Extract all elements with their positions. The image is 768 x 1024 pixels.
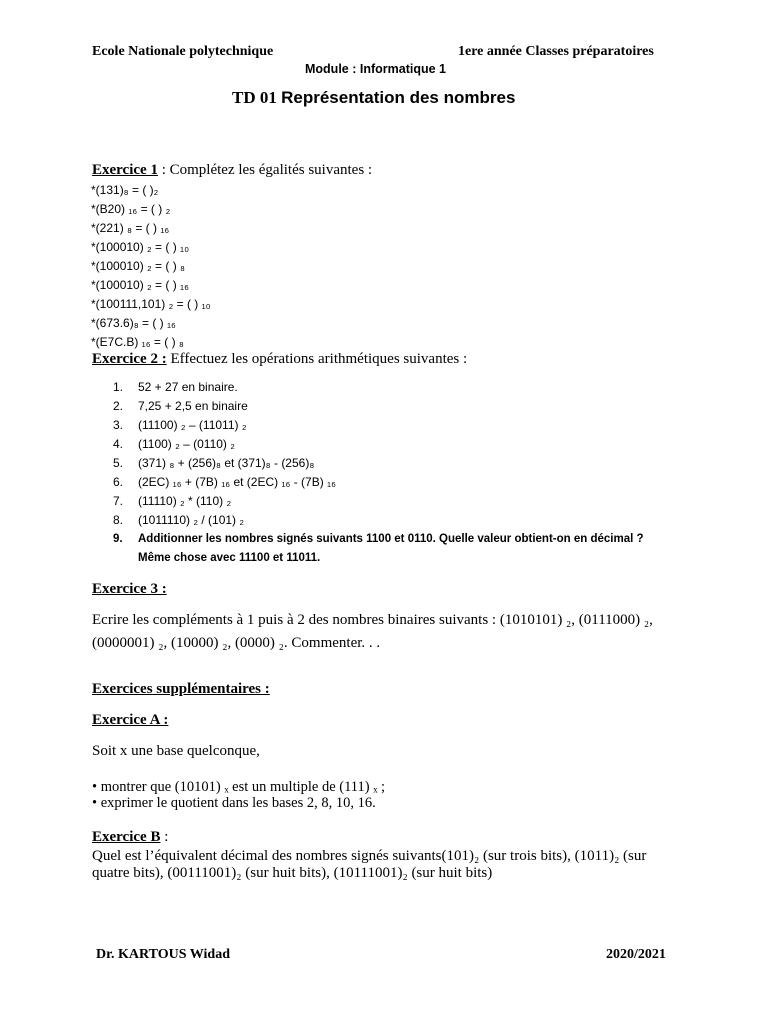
footer-year: 2020/2021 — [606, 947, 666, 962]
operation-item — [113, 492, 644, 511]
equality-item: *(100111,101) ₂ = ( ) ₁₀ — [91, 297, 211, 311]
title-td: TD 01 — [232, 88, 277, 107]
operation-item — [113, 454, 644, 473]
equality-item: *(221) ₈ = ( ) ₁₆ — [91, 221, 170, 235]
exercice-3-line-2: (0000001) ₂, (10000) ₂, (0000) ₂. Commenter. . . — [92, 635, 381, 651]
operation-item — [113, 378, 644, 397]
footer-author: Dr. KARTOUS Widad — [96, 947, 230, 962]
equality-item: *(100010) ₂ = ( ) ₁₀ — [91, 240, 190, 254]
operations-list — [113, 378, 644, 568]
exercice-3-line-1: Ecrire les compléments à 1 puis à 2 des nombres binaires suivants : (1010101) ₂, (0111000) ₂, — [92, 612, 653, 628]
operation-number: 7. — [113, 494, 124, 508]
supplementary-heading: Exercices supplémentaires : — [92, 681, 270, 697]
operation-text: (11100) ₂ – (11011) ₂ — [138, 418, 247, 432]
class-level: 1ere année Classes préparatoires — [458, 44, 654, 59]
exercice-b-label: Exercice B — [92, 829, 161, 845]
equality-item: *(E7C.B) ₁₆ = ( ) ₈ — [91, 335, 184, 349]
operation-text: Même chose avec 11100 et 11011. — [138, 552, 321, 564]
operation-text: 7,25 + 2,5 en binaire — [138, 399, 248, 413]
equality-item: *(131)₈ = ( )₂ — [91, 183, 159, 197]
operation-number: 4. — [113, 437, 124, 451]
operation-item — [113, 511, 644, 530]
operation-number: 5. — [113, 456, 124, 470]
operation-item — [113, 530, 644, 549]
operation-text: (371) ₈ + (256)₈ et (371)₈ - (256)₈ — [138, 456, 315, 470]
operation-text: 52 + 27 en binaire. — [138, 380, 238, 394]
equality-item: *(100010) ₂ = ( ) ₈ — [91, 259, 186, 273]
operation-number: 2. — [113, 399, 124, 413]
operation-item — [113, 416, 644, 435]
exercice-2-heading — [92, 350, 467, 368]
exercice-b-line-2: quatre bits), (00111001)₂ (sur huit bits), (10111001)₂ (sur huit bits) — [92, 865, 493, 881]
exercice-a-bullet-1: • montrer que (10101) ₓ est un multiple de (111) ₓ ; — [92, 779, 386, 795]
exercice-1-equalities — [91, 181, 211, 352]
operation-text: (1011110) ₂ / (101) ₂ — [138, 513, 245, 527]
exercice-b-heading — [92, 828, 168, 846]
operation-number: 1. — [113, 380, 124, 394]
operation-item — [113, 473, 644, 492]
exercice-1-instruction: : Complétez les égalités suivantes : — [157, 162, 373, 178]
operation-number: 8. — [113, 513, 124, 527]
school-name: Ecole Nationale polytechnique — [92, 44, 274, 59]
operation-text: Additionner les nombres signés suivants 1100 et 0110. Quelle valeur obtient-on en décimal ? — [138, 533, 644, 545]
exercice-2-label: Exercice 2 : — [92, 351, 167, 367]
equality-item: *(B20) ₁₆ = ( ) ₂ — [91, 202, 171, 216]
equality-item: *(673.6)₈ = ( ) ₁₆ — [91, 316, 176, 330]
operation-item — [113, 397, 644, 416]
exercice-3-label: Exercice 3 : — [92, 581, 167, 597]
exercice-b-colon: : — [160, 829, 169, 845]
operation-number: 3. — [113, 418, 124, 432]
exercice-1-label: Exercice 1 — [92, 162, 158, 178]
operation-text: (2EC) ₁₆ + (7B) ₁₆ et (2EC) ₁₆ - (7B) ₁₆ — [138, 475, 336, 489]
exercice-1-heading — [92, 161, 372, 179]
page-title — [232, 88, 515, 108]
operation-item-continuation — [113, 549, 644, 568]
exercice-2-instruction: Effectuez les opérations arithmétiques suivantes : — [166, 351, 468, 367]
operation-text: (1100) ₂ – (0110) ₂ — [138, 437, 235, 451]
operation-item — [113, 435, 644, 454]
exercice-a-label: Exercice A : — [92, 712, 169, 728]
equality-item: *(100010) ₂ = ( ) ₁₆ — [91, 278, 189, 292]
exercice-a-intro: Soit x une base quelconque, — [92, 743, 260, 759]
operation-text: (11110) ₂ * (110) ₂ — [138, 494, 232, 508]
exercice-a-bullet-2: • exprimer le quotient dans les bases 2, 8, 10, 16. — [92, 795, 376, 811]
title-subject: Représentation des nombres — [281, 88, 516, 107]
module-name: Module : Informatique 1 — [305, 62, 446, 76]
exercice-b-line-1: Quel est l’équivalent décimal des nombres signés suivants(101)₂ (sur trois bits), (1011)₂ (sur — [92, 848, 647, 864]
operation-number: 9. — [113, 533, 123, 545]
operation-number: 6. — [113, 475, 124, 489]
